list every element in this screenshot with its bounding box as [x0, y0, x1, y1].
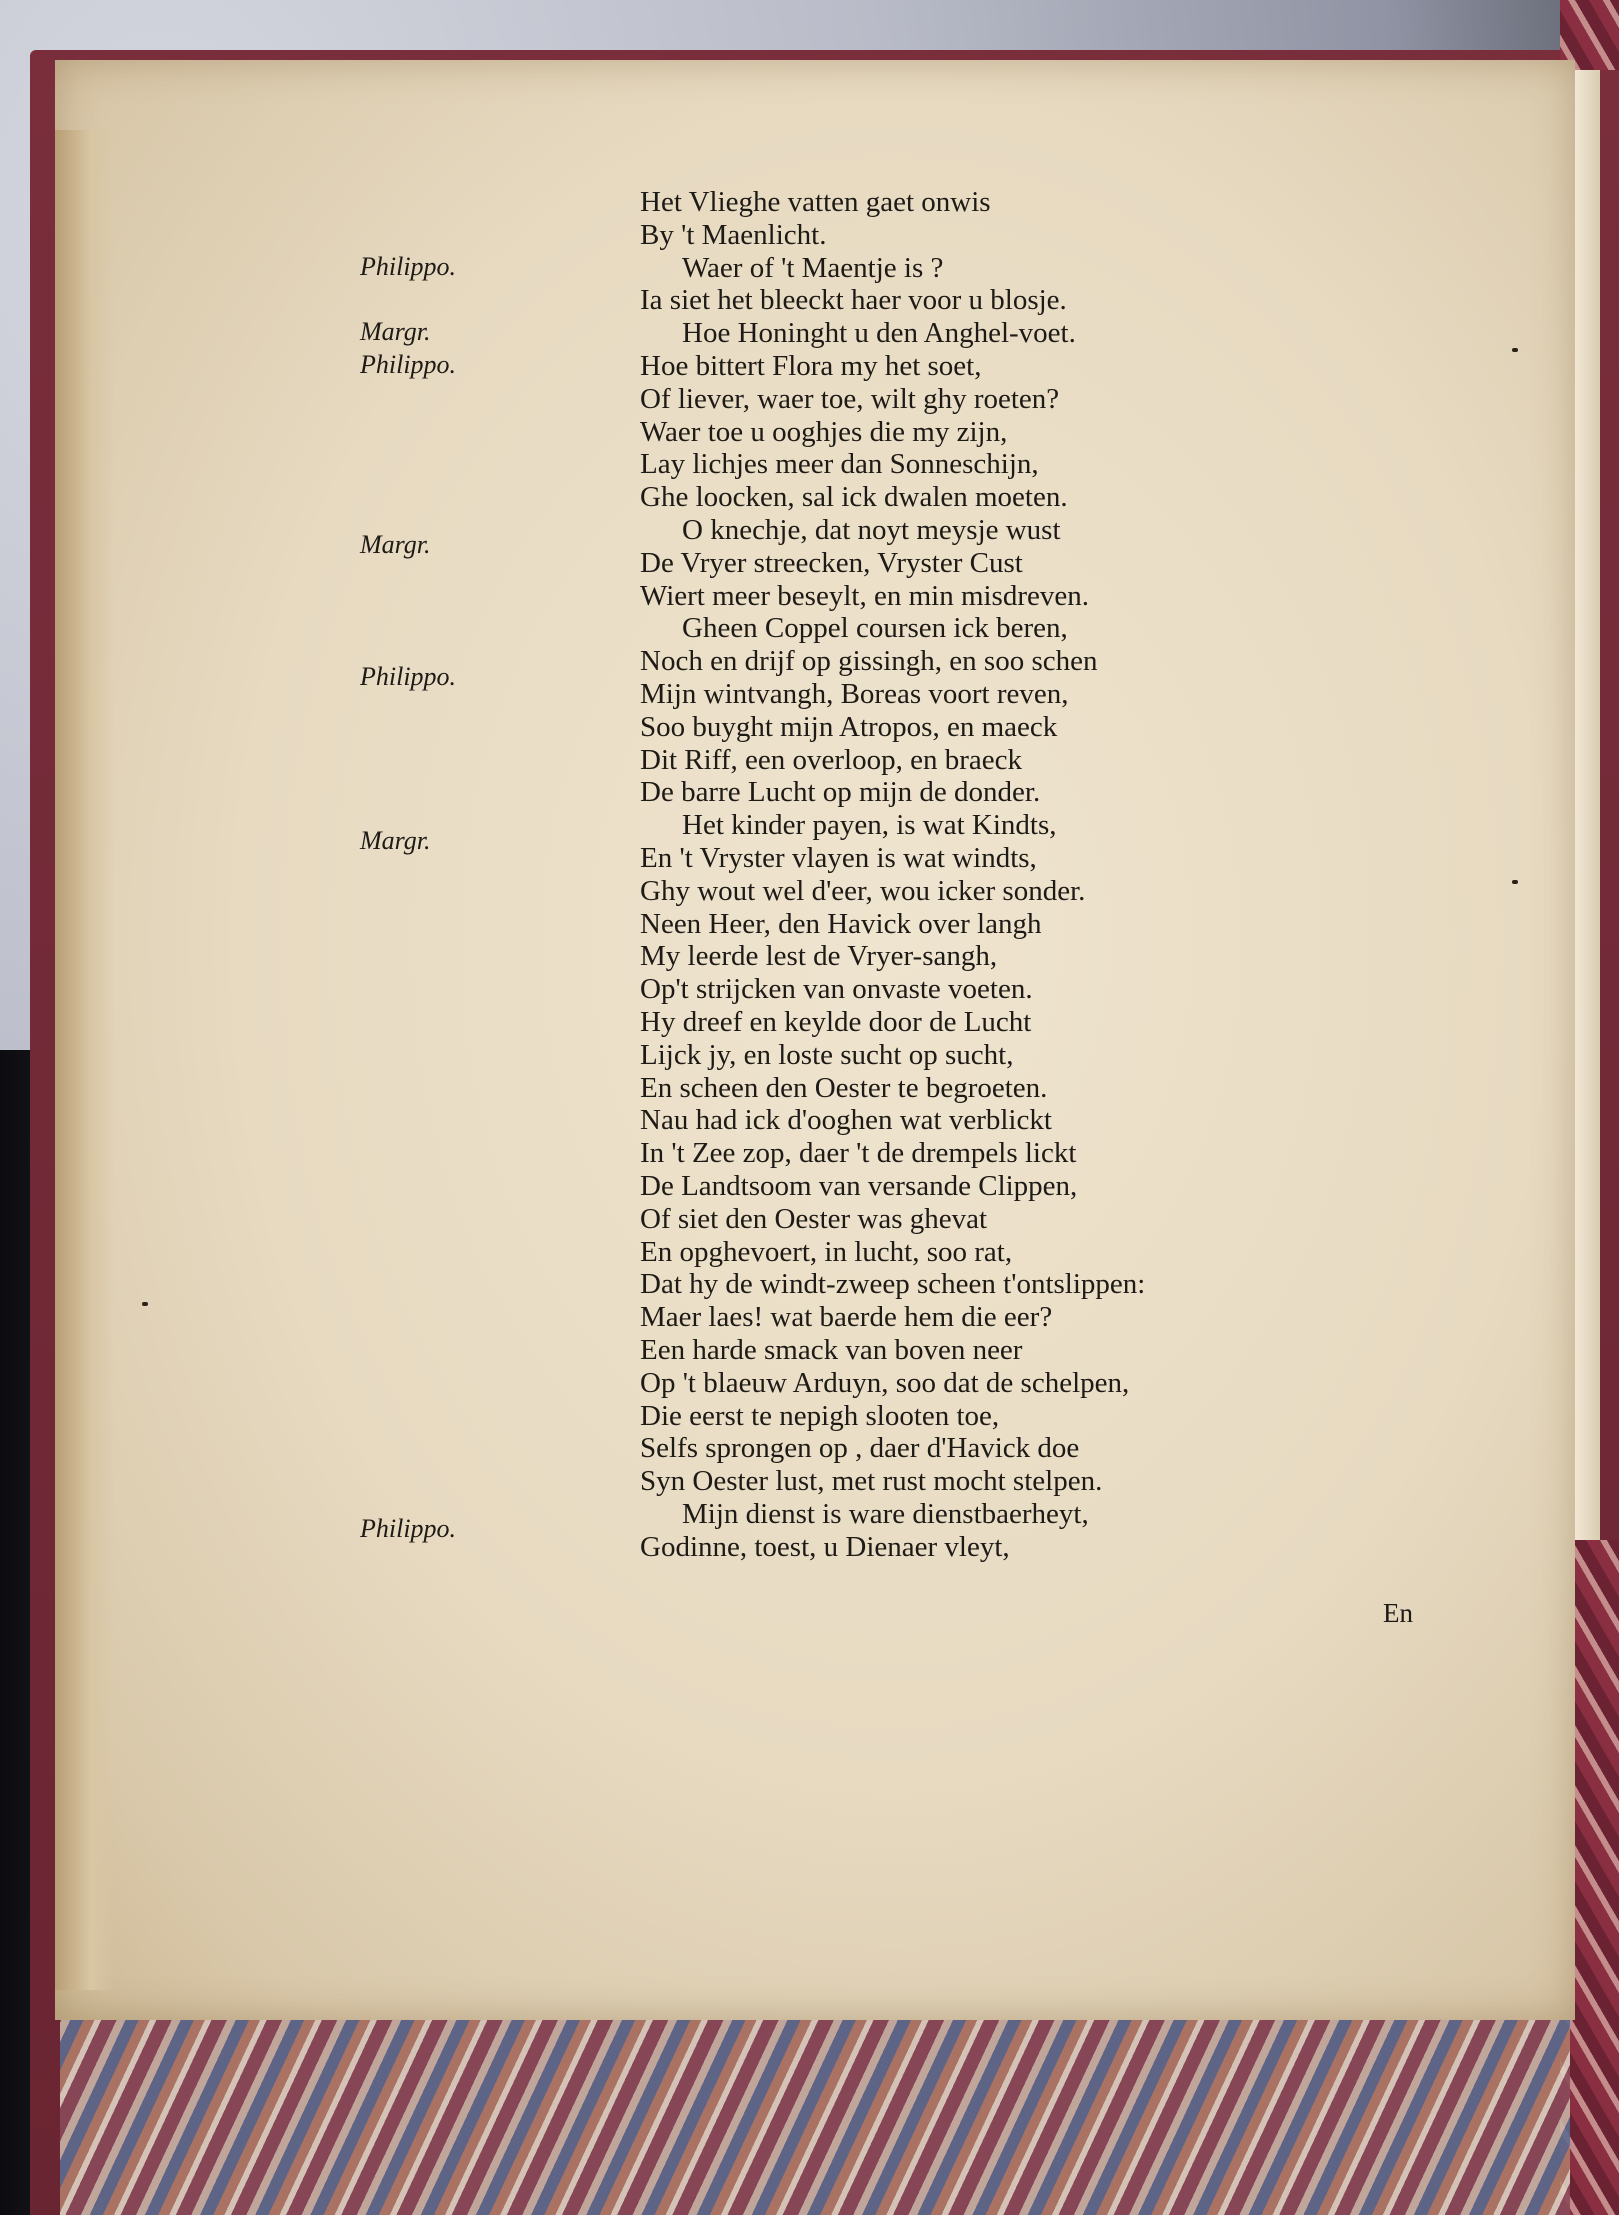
verse-line: Lijck jy, en loste sucht op sucht, — [640, 1038, 1014, 1071]
verse-line: Nau had ick d'ooghen wat verblickt — [640, 1104, 1052, 1137]
verse-line: En 't Vryster vlayen is wat windts, — [640, 842, 1037, 874]
verse-line: Mijn dienst is ware dienstbaerheyt, — [682, 1498, 1089, 1530]
ink-mark — [142, 1302, 148, 1306]
ink-mark — [1512, 348, 1518, 352]
verse-line: Of siet den Oester was ghevat — [640, 1202, 988, 1235]
verse-line: En opghevoert, in lucht, soo rat, — [640, 1235, 1013, 1268]
speaker-label: Philippo. — [360, 350, 457, 379]
verse-line: In 't Zee zop, daer 't de drempels lickt — [640, 1137, 1077, 1170]
verse-line: Hoe Honinght u den Anghel-voet. — [682, 317, 1076, 350]
verse-line: En scheen den Oester te begroeten. — [640, 1071, 1048, 1104]
verse-line: Het Vlieghe vatten gaet onwis — [640, 186, 991, 218]
verse-line: Waer toe u ooghjes die my zijn, — [640, 415, 1008, 448]
page-gutter — [55, 130, 115, 1990]
verse-line: De barre Lucht op mijn de donder. — [640, 776, 1041, 809]
verse-line: Godinne, toest, u Dienaer vleyt, — [640, 1530, 1010, 1563]
speaker-label: Margr. — [360, 825, 431, 855]
verse-line: Of liever, waer toe, wilt ghy roeten? — [640, 382, 1060, 415]
verse-line: De Landtsoom van versande Clippen, — [640, 1170, 1078, 1202]
verse-line: Een harde smack van boven neer — [640, 1334, 1023, 1366]
speaker-label: Margr. — [360, 530, 431, 560]
verse-line: Neen Heer, den Havick over langh — [640, 907, 1042, 940]
verse-line: Ghy wout wel d'eer, wou icker sonder. — [640, 874, 1086, 907]
verse-line: Ghe loocken, sal ick dwalen moeten. — [640, 481, 1068, 514]
verse-line: Dit Riff, een overloop, en braeck — [640, 743, 1022, 776]
verse-line: Noch en drijf op gissingh, en soo schen — [640, 645, 1098, 678]
verse-line: Waer of 't Maentje is ? — [682, 251, 944, 284]
verse-line: Wiert meer beseylt, en min misdreven. — [640, 579, 1089, 612]
verse-line: De Vryer streecken, Vryster Cust — [640, 546, 1023, 579]
verse-line: Op't strijcken van onvaste voeten. — [640, 973, 1033, 1006]
verse-line: Soo buyght mijn Atropos, en maeck — [640, 710, 1058, 743]
verse-line: Maer laes! wat baerde hem die eer? — [640, 1301, 1053, 1334]
verse-line: Dat hy de windt-zweep scheen t'ontslippen: — [640, 1268, 1146, 1301]
speaker-label: Philippo. — [360, 661, 457, 691]
verse-line: Die eerst te nepigh slooten toe, — [640, 1399, 1000, 1432]
verse-line: Mijn wintvangh, Boreas voort reven, — [640, 678, 1069, 710]
speaker-label: Philippo. — [360, 251, 457, 281]
speaker-label: Philippo. — [360, 1514, 457, 1544]
ink-mark — [1512, 880, 1518, 884]
marbled-endpaper — [60, 1990, 1570, 2215]
verse-line: Hoe bittert Flora my het soet, — [640, 350, 982, 382]
verse-line: By 't Maenlicht. — [640, 218, 827, 251]
verse-line: Lay lichjes meer dan Sonneschijn, — [640, 448, 1039, 481]
verse-line: Hy dreef en keylde door de Lucht — [640, 1006, 1032, 1038]
verse-line: Syn Oester lust, met rust mocht stelpen. — [640, 1465, 1103, 1498]
verse-line: Selfs sprongen op , daer d'Havick doe — [640, 1432, 1080, 1465]
verse-line: Gheen Coppel coursen ick beren, — [682, 612, 1068, 645]
speaker-label: Margr. — [360, 317, 431, 347]
catchword: En — [1383, 1598, 1413, 1628]
verse-line: Ia siet het bleeckt haer voor u blosje. — [640, 284, 1067, 317]
verse-line: My leerde lest de Vryer-sangh, — [640, 940, 998, 973]
verse-line: O knechje, dat noyt meysje wust — [682, 514, 1061, 546]
verse-line: Het kinder payen, is wat Kindts, — [682, 809, 1057, 842]
verse-line: Op 't blaeuw Arduyn, soo dat de schelpen, — [640, 1366, 1130, 1399]
